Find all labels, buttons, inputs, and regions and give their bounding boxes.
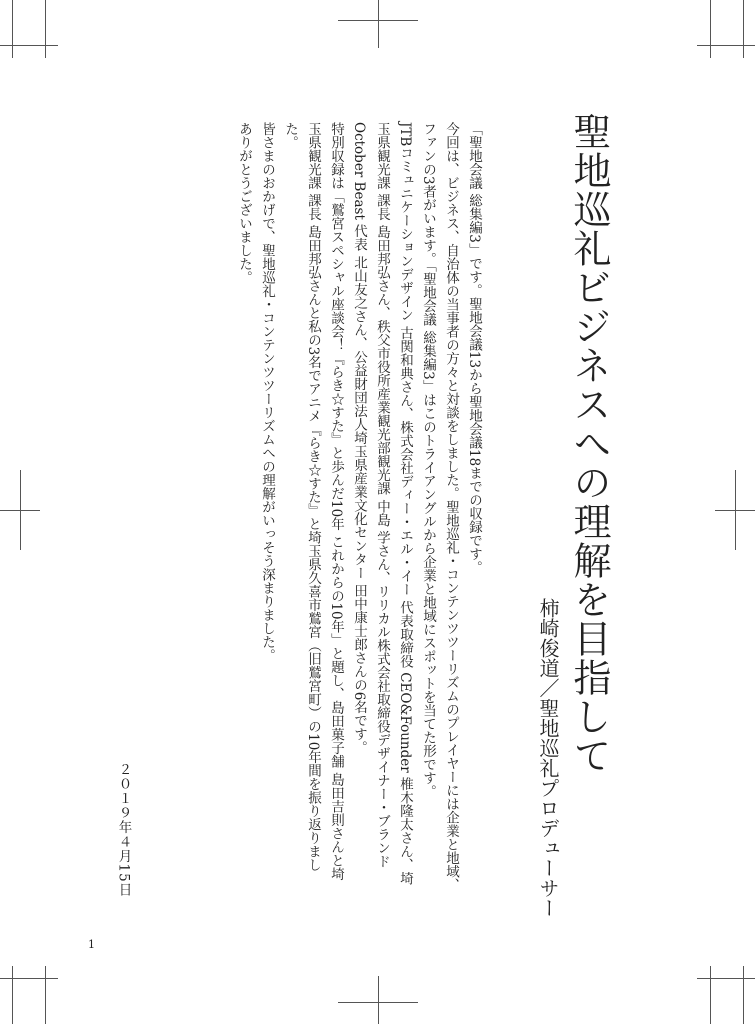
center-mark — [20, 470, 21, 550]
crop-mark — [743, 966, 744, 1024]
page-title: 聖地巡礼ビジネスへの理解を目指して — [567, 112, 611, 775]
crop-mark — [710, 966, 711, 1024]
crop-mark — [12, 966, 13, 1024]
center-mark — [735, 470, 736, 550]
body-text — [170, 122, 485, 892]
paragraph: JTBコミュニケーションデザイン 古関和典さん、株式会社ディー・エル・イー 代表取締役 CEO&Founder 椎木隆太さん、埼玉県観光課 課長 島田邦弘さん、秩父市役所産業観光部観光課 中島 学さん、リリカル株式会社取締役デザイナー・ブランドOctober Beast 代表 北山友之さん、公益財団法人埼玉県産業文化センター 田中康士郎さんの6名です。 — [351, 122, 413, 886]
crop-mark — [710, 0, 711, 58]
paragraph: 特別収録は「鷲宮スペシャル座談会！『らき☆すた』と歩んだ10年 これからの10年」と題し、島田菓子舗 島田吉則さんと埼玉県観光課 課長 島田邦弘さんと私の3名でアニメ『らき☆すた』と埼玉県久喜市鷲宮（旧鷲宮町）の10年間を振り返りました。 — [282, 122, 344, 881]
crop-mark — [0, 978, 58, 979]
center-mark — [378, 0, 379, 48]
paragraph: 皆さまのおかげで、聖地巡礼・コンテンツツーリズムへの理解がいっそう深まりました。 — [259, 122, 275, 662]
crop-mark — [45, 966, 46, 1024]
paragraph: ありがとうございました。 — [236, 122, 252, 284]
crop-mark — [697, 45, 755, 46]
center-mark — [378, 976, 379, 1024]
crop-mark — [697, 978, 755, 979]
page-number: 1 — [88, 938, 95, 951]
author-line: 柿崎俊道／聖地巡礼プロデューサー — [536, 598, 560, 918]
paragraph: 今回は、ビジネス、自治体の当事者の方々と対談をしました。聖地巡礼・コンテンツツーリズムのプレイヤーには企業と地域、ファンの3者がいます。「聖地会議 総集編3」はこのトライアングルから企業と地域にスポットを当てた形です。 — [420, 122, 459, 892]
crop-mark — [45, 0, 46, 58]
paragraph: 「聖地会議 総集編3」です。聖地会議13から聖地会議18までの収録です。 — [466, 122, 482, 575]
crop-mark — [0, 45, 58, 46]
crop-mark — [12, 0, 13, 58]
date: ２０１９年４月15日 — [115, 762, 132, 898]
crop-mark — [743, 0, 744, 58]
